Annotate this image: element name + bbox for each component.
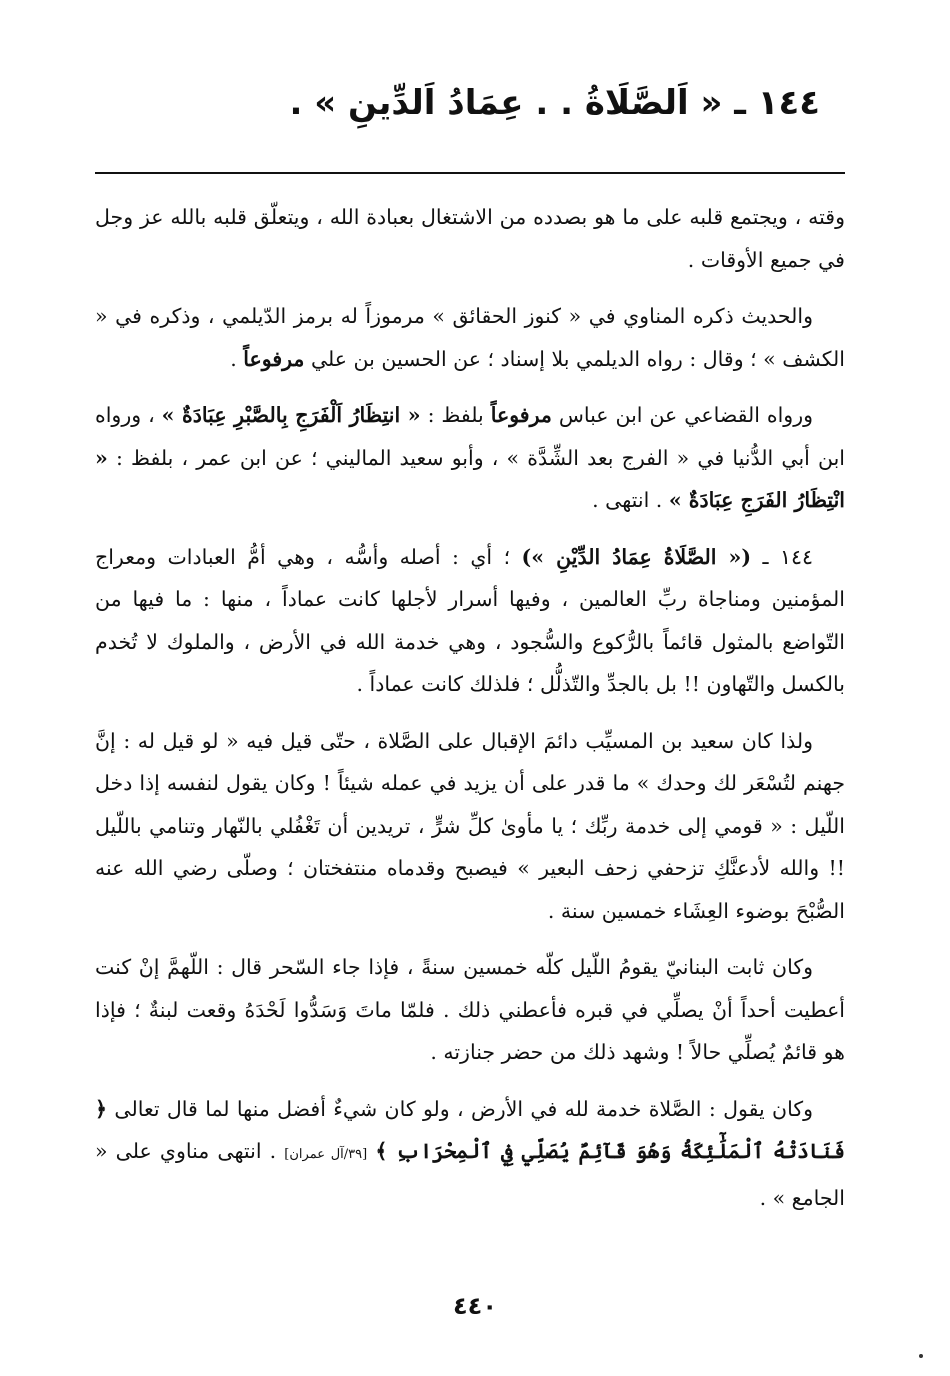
paragraph-munawi (95, 295, 845, 380)
chapter-heading: ١٤٤ ـ « اَلصَّلَاةُ . . عِمَادُ اَلدِّينِ » . (289, 83, 820, 123)
text-run: وكان يقول : الصَّلاة خدمة لله في الأرض ، ولو كان شيءٌ أفضل منها لما قال تعالى (107, 1096, 813, 1121)
text-run: ورواه القضاعي عن ابن عباس (551, 403, 813, 427)
text-run: ولذا كان سعيد بن المسيِّب دائمَ الإقبال على الصَّلاة ، حتّى قيل فيه « لو قيل له : إنَّ جهنم لتُسْعَر لك وحدك » ما قدر على أن يزيد في عمله شيئاً ! وكان يقول لنفسه إذا دخل اللّيل : « قومي إلى خدمة ربِّك ؛ يا مأوىٰ كلِّ شرٍّ ، تريدين أن تَغْفُلي بالنّهار وتنامي باللّيل !! والله لأدعنَّكِ تزحفي زحف البعير » فيصبح وقدماه منتفختان ؛ وصلّى رضي الله عنه الصُّبْحَ بوضوء العِشَاء خمسين سنة . (95, 728, 845, 923)
paragraph-hadith-144 (95, 536, 845, 706)
paragraph-qudaii (95, 394, 845, 522)
text-run: وكان ثابت البنانيّ يقومُ اللّيل كلّه خمسين سنةً ، فإذا جاء السّحر قال : اللّهمَّ إنْ كنت أعطيت أحداً أنْ يصلِّي في قبره فأعطني ذلك . فلمّا ماتَ وَسَدُّوا لَحْدَهُ وقعت لبنةٌ ؛ فإذا هو قائمٌ يُصلِّي حالاً ! وشهد ذلك من حضر جنازته . (95, 955, 845, 1064)
text-run: . انتهى . (592, 488, 669, 512)
emphasized-text: (« الصَّلَاةُ عِمَادُ الدِّيْنِ ») (521, 544, 752, 569)
text-run: والحديث ذكره المناوي في « كنوز الحقائق » مرموزاً له برمز الدّيلمي ، وذكره في « الكشف » ؛ وقال : رواه الديلمي بلا إسناد ؛ عن الحسين بن علي (95, 304, 845, 371)
verse-reference: [٣٩/آل عمران] (284, 1147, 368, 1162)
body-text (95, 196, 845, 1233)
emphasized-text: ﴿ فَنَادَتْهُ ٱلْمَلَٰٓئِكَةُ وَهُوَ قَآئِمٌ يُصَلِّي فِي ٱلْمِحْرَابِ ﴾ (95, 1096, 845, 1163)
heading-divider (95, 172, 845, 174)
text-run: . انتهى مناوي على « الجامع » . (95, 1139, 845, 1210)
paragraph-ibn-musayyib (95, 720, 845, 933)
page-number: ٤٤٠ (453, 1292, 497, 1320)
text-run: ، ورواه ابن أبي الدُّنيا في « الفرج بعد الشِّدَّة » ، وأبو سعيد الماليني ؛ عن ابن عمر ، بلفظ : (95, 403, 845, 470)
text-run: ؛ أي : أصله وأسُّه ، وهي أمُّ العبادات ومعراج المؤمنين ومناجاة ربِّ العالمين ، وفيها أسرار لأجلها كانت عماداً ، منها : ما فيها من التّواضع بالمثول قائماً بالرُّكوع والسُّجود ، وهي خدمة الله في الأرض ، والملوك لا تُخدم بالكسل والتّهاون !! بل بالجدِّ والتّذلُّل ؛ فلذلك كانت عماداً . (95, 544, 845, 696)
text-run: ١٤٤ ـ (751, 544, 813, 569)
emphasized-text: مرفوعاً (243, 346, 305, 371)
text-run: بلفظ : (420, 403, 491, 427)
paragraph-continuation (95, 196, 845, 281)
emphasized-text: مرفوعاً (490, 403, 552, 427)
text-run: وقته ، ويجتمع قلبه على ما هو بصدده من الاشتغال بعبادة الله ، ويتعلّق قلبه بالله عز وجل في جميع الأوقات . (95, 205, 845, 272)
paragraph-thabit (95, 946, 845, 1074)
paragraph-khidma (95, 1088, 845, 1220)
text-run: . (230, 346, 244, 371)
scan-speck (919, 1354, 923, 1358)
emphasized-text: « انْتِظَارُ الفَرَجِ عِبَادَةٌ » (95, 445, 845, 512)
emphasized-text: « انتِظَارُ اَلْفَرَجِ بِالصَّبْرِ عِبَادَةٌ » (161, 403, 421, 427)
